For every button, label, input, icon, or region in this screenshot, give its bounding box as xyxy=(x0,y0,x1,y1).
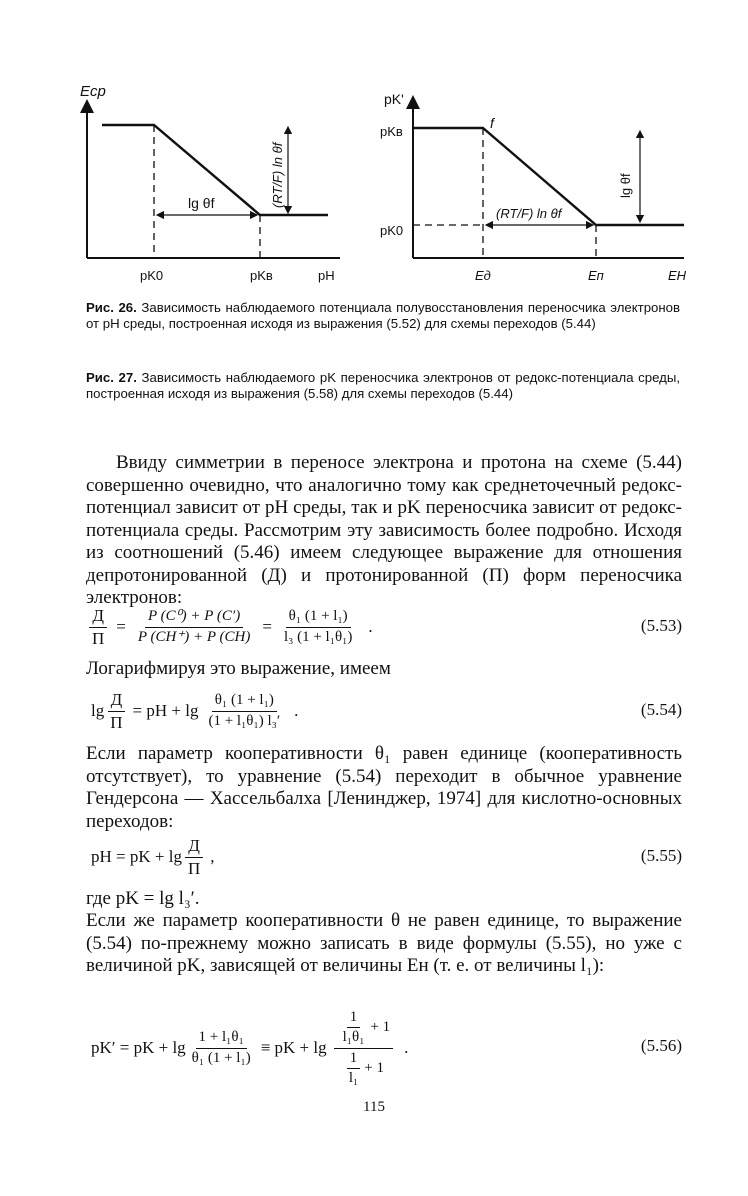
eq-term: Д xyxy=(185,836,203,858)
rt-label: (RT/F) ln θf xyxy=(270,142,285,208)
eq-term: θ₁ (1 + l₁) xyxy=(191,1049,251,1066)
lower-level-label: pK0 xyxy=(380,223,404,238)
paragraph: где pK = lg l₃′. xyxy=(86,888,200,909)
figure-27 xyxy=(378,70,698,290)
curve-label: f xyxy=(490,115,494,131)
x-tick-eh: EН xyxy=(668,268,687,283)
eq-term: ≡ pK + lg xyxy=(260,1038,327,1057)
equation-5-53: $\frac{Д}{П}$ = $\frac{\text{P (C⁰) + P (C′)}}{P (CH^+) + P (CH)}$ = $\frac{\text{θ₁ (1 + l₁)}}{\text{l₃ (1 + l₁θ₁)}}$ . (5.53) xyxy=(86,604,682,650)
eq-tail: . xyxy=(404,1038,409,1057)
y-axis-label: pK' xyxy=(384,91,404,107)
upper-level-label: pKв xyxy=(380,124,403,139)
eq-term: pK′ = pK + lg xyxy=(91,1038,186,1057)
caption-fig27 xyxy=(86,370,680,402)
curve-line xyxy=(102,125,328,215)
eq-term: = pH + lg xyxy=(132,701,199,720)
x-tick-ph: pH xyxy=(318,268,335,283)
equation-number: (5.55) xyxy=(640,846,682,865)
eq-tail: , xyxy=(210,847,215,866)
caption-number: Рис. 27. xyxy=(86,370,137,385)
eq-term: lg xyxy=(91,701,105,720)
figure-27-plot xyxy=(378,70,698,290)
eq-term: l₃ (1 + l₁θ₁) xyxy=(283,628,353,645)
caption-text: Зависимость наблюдаемого pK переносчика электронов от редокс-потенциала среды, построенная исходя из выражения (5.58) для схемы переходов (5.44) xyxy=(86,370,680,401)
rt-label: (RT/F) ln θf xyxy=(496,206,562,221)
eq-term: l₁θ₁ xyxy=(342,1029,365,1046)
eq-term: + 1 xyxy=(370,1019,391,1036)
eq-term: П xyxy=(110,712,123,732)
equation-number: (5.53) xyxy=(640,616,682,635)
eq-tail: . xyxy=(368,617,373,636)
eq-term: θ₁ (1 + l₁) xyxy=(212,692,277,711)
eq-term: P (CH⁺) + P (CH) xyxy=(137,628,251,645)
equation-5-56 xyxy=(86,1008,682,1088)
eq-term: Д xyxy=(108,690,126,712)
equation-number: (5.54) xyxy=(640,700,682,719)
figure-26 xyxy=(70,70,370,290)
x-tick-pk0: pK0 xyxy=(140,268,164,283)
eq-term: 1 xyxy=(347,1009,361,1028)
eq-term: P (C⁰) + P (C′) xyxy=(145,608,243,627)
eq-term: l₁ xyxy=(348,1069,359,1086)
equation-5-54 xyxy=(86,688,682,734)
eq-term: П xyxy=(187,858,201,878)
paragraph: Ввиду симметрии в переносе электрона и протона на схеме (5.44) совершенно очевидно, что аналогично тому как среднеточечный редокс-потенциал зависит от pH среды, так и pK переносчика зависит от редокс-потенциала среды. Рассмотрим эту зависимость более подробно. Исходя из соотношений (5.46) имеем следующее выражение для отношения депротонированной (Д) и протонированной (П) форм переносчика электронов: xyxy=(86,452,682,608)
eq-term: pH = pK + lg xyxy=(91,847,182,866)
eq-term: θ₁ (1 + l₁) xyxy=(286,608,351,627)
eq-tail: . xyxy=(294,701,299,720)
caption-text: Зависимость наблюдаемого потенциала полувосстановления переносчика электронов от pH среды, построенная исходя из выражения (5.52) для схемы переходов (5.44) xyxy=(86,300,680,331)
figure-26-plot xyxy=(70,70,370,290)
lg-label: lg θf xyxy=(618,173,633,198)
x-tick-pkb: pKв xyxy=(250,268,273,283)
paragraph: Логарифмируя это выражение, имеем xyxy=(86,658,391,679)
caption-number: Рис. 26. xyxy=(86,300,137,315)
paragraph: Если параметр кооперативности θ₁ равен единице (кооперативность отсутствует), то уравнение (5.54) переходит в обычное уравнение Гендерсона — Хассельбалха [Ленинджер, 1974] для кислотно-основных переходов: xyxy=(86,743,682,832)
x-tick-ed: Eд xyxy=(475,268,491,283)
caption-fig26 xyxy=(86,300,680,332)
eq-term: 1 + l₁θ₁ xyxy=(196,1029,247,1048)
lg-label: lg θf xyxy=(188,195,215,211)
eq-term: + 1 xyxy=(364,1059,384,1076)
eq-term: П xyxy=(92,628,105,648)
equation-5-55 xyxy=(86,834,682,880)
eq-term: 1 xyxy=(347,1050,361,1069)
y-axis-label: Eср xyxy=(80,83,106,100)
eq-term: (1 + l₁θ₁) l₃′ xyxy=(208,712,281,729)
x-tick-ep: Eп xyxy=(588,268,604,283)
page-number: 115 xyxy=(363,1099,385,1115)
eq-term: Д xyxy=(89,606,107,628)
equation-number: (5.56) xyxy=(640,1036,682,1055)
paragraph: Если же параметр кооперативности θ не равен единице, то выражение (5.54) по-прежнему можно записать в виде формулы (5.55), но уже с величиной pK, зависящей от величины Eн (т. е. от величины l₁): xyxy=(86,910,682,976)
